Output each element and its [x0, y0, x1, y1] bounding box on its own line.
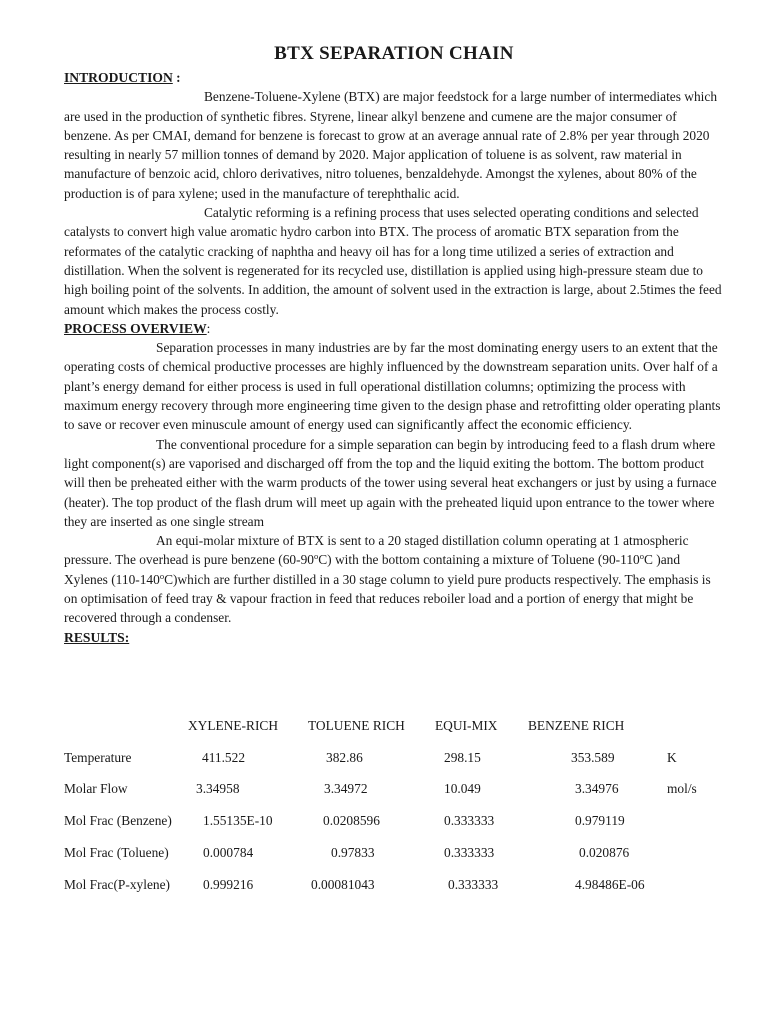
table-row	[64, 843, 724, 863]
unit-label: mol/s	[667, 781, 697, 796]
row-label: Temperature	[64, 750, 132, 765]
table-cell: 0.333333	[444, 813, 495, 828]
table-cell: 0.97833	[331, 845, 375, 860]
row-label: Mol Frac (Toluene)	[64, 845, 169, 860]
paragraph-3-part-3: C )and Xylenes (110-140	[64, 552, 681, 587]
process-overview-paragraph-3	[64, 531, 724, 627]
process-overview-paragraph-2: The conventional procedure for a simple separation can begin by introducing feed to a flash drum where light component(s) are vaporised and discharged off from the top and the liquid exiting the bottom. The bottom product will then be preheated either with the warm products of the tower using several heat exchangers or just by using a furnace (heater). The top product of the flash drum will meet up again with the preheated liquid upon entrance to the tower where they are inserted as one single stream	[64, 436, 717, 529]
table-cell: 3.34958	[196, 781, 240, 796]
table-cell: 0.333333	[448, 877, 499, 892]
column-header-equi-mix: EQUI-MIX	[435, 718, 498, 733]
document-title: BTX SEPARATION CHAIN	[274, 43, 514, 64]
introduction-paragraph-2: Catalytic reforming is a refining process that uses selected operating conditions and selected catalysts to convert high value aromatic hydro carbon into BTX. The process of aromatic BTX separation from the reformates of the catalytic cracking of naphtha and heavy oil has for a long time utilized a series of extraction and distillation. When the solvent is regenerated for its recycled use, distillation is applied using high-pressure steam due to high boiling point of the solvents. In addition, the amount of solvent used in the extraction is large, about 2.5times the feed amount which makes the process costly.	[64, 205, 722, 317]
table-cell: 0.979119	[575, 813, 625, 828]
table-cell: 298.15	[444, 750, 481, 765]
introduction-heading-suffix: :	[172, 70, 181, 85]
degree-sup-2: o	[639, 551, 644, 562]
table-row	[64, 748, 724, 768]
paragraph-3-part-1: An equi-molar mixture of BTX is sent to a 20 staged distillation column operating at 1 atmospheric pressure. The overhead is pure benzene (60-90	[64, 533, 689, 568]
table-cell: 3.34972	[324, 781, 368, 796]
column-header-toluene-rich: TOLUENE RICH	[308, 718, 405, 733]
row-label: Molar Flow	[64, 781, 128, 796]
paragraph-3-part-4: C)which are further distilled in a 30 stage column to yield pure products respectively. The emphasis is on optimisation of feed tray & vapour fraction in feed that reduces reboiler load and a portion of energy that might be recovered through a condenser.	[64, 571, 711, 626]
process-overview-heading-suffix: :	[206, 320, 211, 336]
document-page	[64, 40, 724, 892]
table-cell: 0.00081043	[311, 877, 375, 892]
table-cell: 3.34976	[575, 781, 619, 796]
column-header-xylene-rich: XYLENE-RICH	[188, 718, 279, 733]
process-overview-paragraph-1: Separation processes in many industries are by far the most dominating energy users to an extent that the operating costs of chemical productive processes are highly influenced by the downstream separation units. Over half of a plant’s energy demand for either process is used in full operational distillation columns; optimizing the process with maximum energy recovery through more engineering time given to the design phase and retrofitting older operating plants to save or recover even minuscule amount of energy used can significantly affect the economic efficiency.	[64, 340, 721, 433]
paragraph-3-part-2: C) with the bottom containing a mixture of Toluene (90-110	[318, 552, 640, 568]
table-cell: 0.333333	[444, 845, 495, 860]
table-cell: 4.98486E-06	[575, 877, 645, 892]
table-cell: 1.55135E-10	[203, 813, 273, 828]
table-cell: 353.589	[571, 750, 615, 765]
table-cell: 0.020876	[579, 845, 630, 860]
table-cell: 0.999216	[203, 877, 254, 892]
introduction-heading	[64, 68, 724, 87]
table-cell: 411.522	[202, 750, 246, 765]
results-heading: RESULTS:	[64, 629, 130, 645]
introduction-paragraph-1: Benzene-Toluene-Xylene (BTX) are major feedstock for a large number of intermediates which are used in the production of synthetic fibres. Styrene, linear alkyl benzene and cumene are the major consumer of benzene. As per CMAI, demand for benzene is forecast to grow at an average annual rate of 2.8% per year through 2020 resulting in nearly 57 million tonnes of demand by 2020. Major application of toluene is as solvent, raw material in manufacture of benzoic acid, chloro derivatives, nitro toluenes, benzaldehyde. Amongst the xylenes, about 80% of the production is of para xylene; used in the manufacture of terephthalic acid.	[64, 89, 718, 201]
degree-sup-1: o	[313, 551, 319, 562]
introduction-heading-label: INTRODUCTION	[64, 70, 173, 85]
column-header-benzene-rich: BENZENE RICH	[528, 718, 625, 733]
process-overview-heading-label: PROCESS OVERVIEW	[64, 320, 207, 336]
table-row	[64, 875, 724, 895]
table-cell: 0.0208596	[323, 813, 380, 828]
table-row	[64, 779, 724, 799]
unit-label: K	[667, 750, 677, 765]
degree-sup-3: o	[159, 570, 165, 581]
process-overview-heading	[64, 319, 724, 338]
row-label: Mol Frac (Benzene)	[64, 813, 172, 828]
table-cell: 0.000784	[203, 845, 254, 860]
row-label: Mol Frac(P-xylene)	[64, 877, 170, 892]
results-column-headers	[64, 716, 724, 736]
table-cell: 10.049	[444, 781, 481, 796]
table-cell: 382.86	[326, 750, 363, 765]
table-row	[64, 811, 724, 831]
